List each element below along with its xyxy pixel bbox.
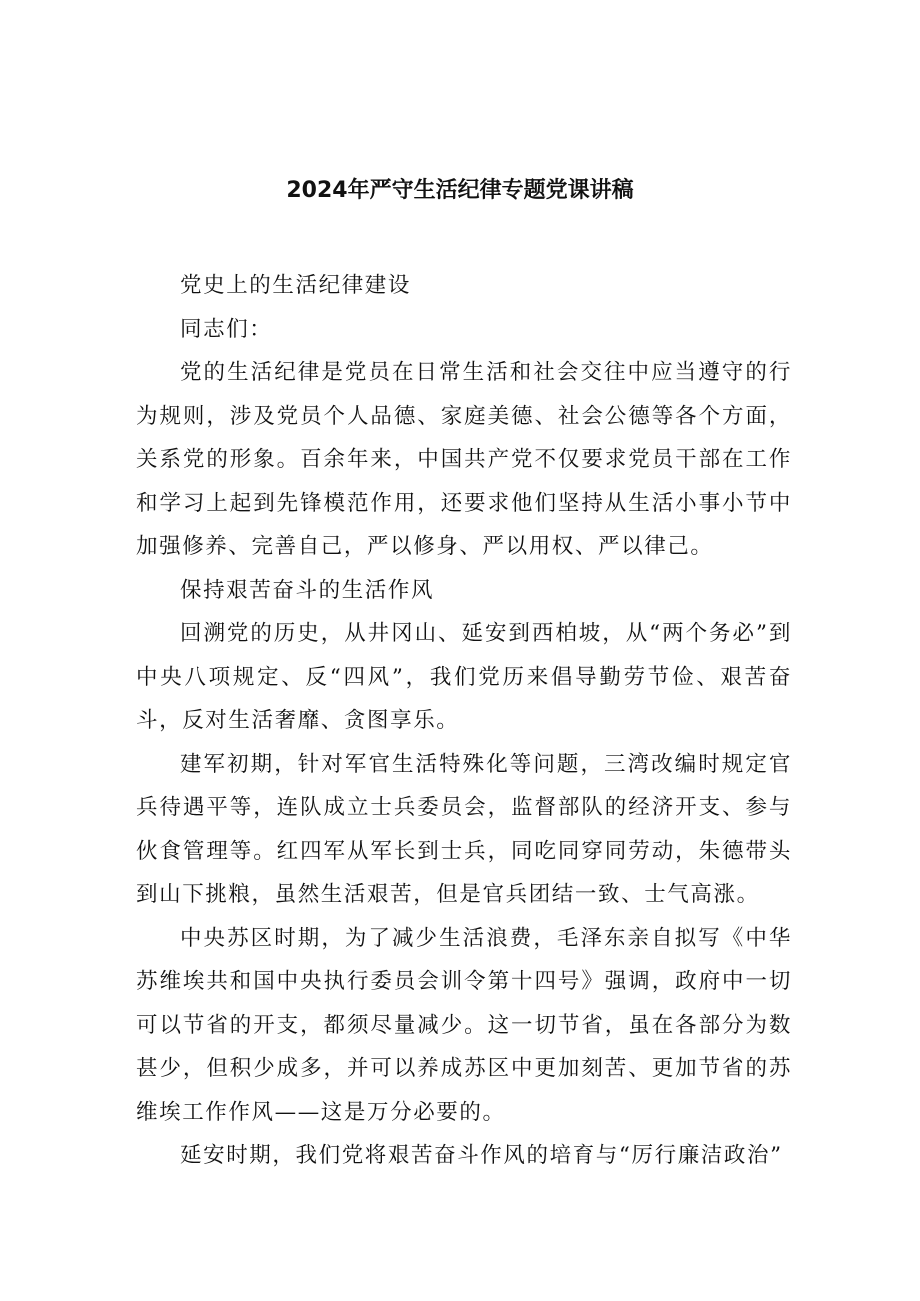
section-heading-hard-work: 保持艰苦奋斗的生活作风 — [180, 577, 435, 603]
body-paragraph: 中央苏区时期，为了减少生活浪费，毛泽东亲自拟写《中华苏维埃共和国中央执行委员会训令第十四号》强调，政府中一切可以节省的开支，都须尽量减少。这一切节省，虽在各部分为数甚少，但积少成多，并可以养成苏区中更加刻苦、更加节省的苏维埃工作作风——这是万分必要的。 — [136, 925, 792, 1125]
section-heading-life-discipline: 党史上的生活纪律建设 — [180, 273, 412, 298]
body-paragraph: 回溯党的历史，从井冈山、延安到西柏坡，从“两个务必”到中央八项规定、反“四风”，我们党历来倡导勤劳节俭、艰苦奋斗，反对生活奢靡、贪图享乐。 — [136, 621, 792, 733]
body-paragraph: 延安时期，我们党将艰苦奋斗作风的培育与“厉行廉洁政治” — [180, 1143, 783, 1168]
body-paragraph: 党的生活纪律是党员在日常生活和社会交往中应当遵守的行为规则，涉及党员个人品德、家庭美德、社会公德等各个方面，关系党的形象。百余年来，中国共产党不仅要求党员干部在工作和学习上起到先锋模范作用，还要求他们坚持从生活小事小节中加强修养、完善自己，严以修身、严以用权、严以律己。 — [136, 360, 792, 559]
document-body — [136, 264, 792, 1178]
body-paragraph: 建军初期，针对军官生活特殊化等问题，三湾改编时规定官兵待遇平等，连队成立士兵委员会，监督部队的经济开支、参与伙食管理等。红四军从军长到士兵，同吃同穿同劳动，朱德带头到山下挑粮，虽然生活艰苦，但是官兵团结一致、士气高涨。 — [136, 751, 792, 907]
salutation: 同志们： — [180, 316, 273, 342]
document-title: 2024年严守生活纪律专题党课讲稿 — [286, 178, 634, 203]
